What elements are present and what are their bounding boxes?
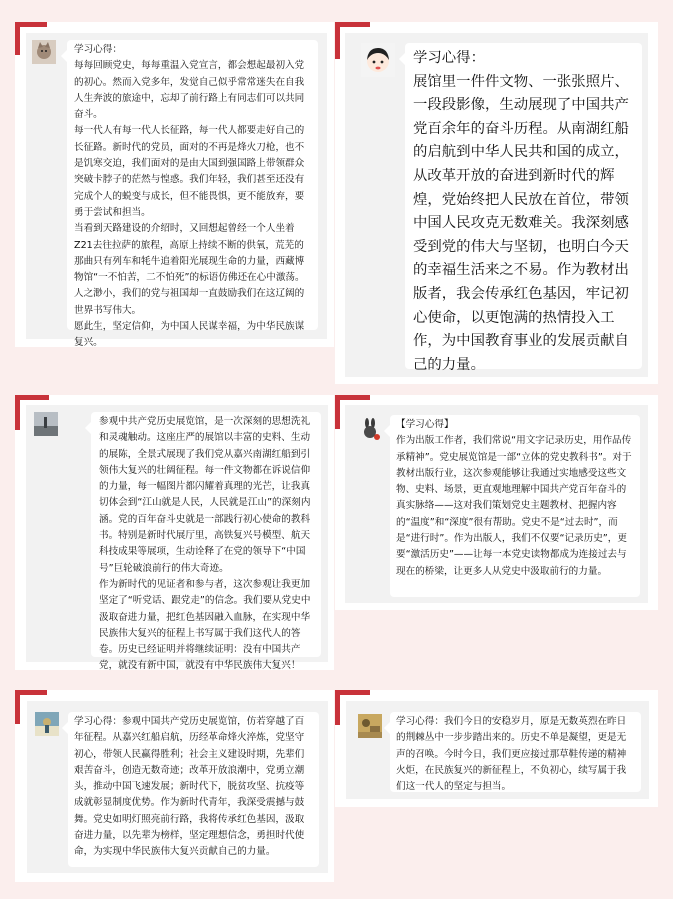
rabbit-avatar-icon	[358, 417, 382, 441]
comment-bubble	[390, 712, 641, 792]
accent-bar	[15, 690, 20, 724]
comment-text: 作为新时代的见证者和参与者，这次参观让我更加坚定了“听党话、跟党走”的信念。我们要从党史中汲取奋进力量，把红色基因融入血脉，在实现中华民族伟大复兴的征程上书写属于我们这代人的答卷。历史已经证明并将继续证明：没有中国共产党，就没有新中国，就没有中华民族伟大复兴！	[99, 578, 311, 672]
comment-panel	[26, 405, 328, 672]
accent-bar	[335, 690, 340, 725]
comment-bubble	[68, 712, 319, 867]
comment-panel	[345, 405, 648, 603]
comment-text: 学习心得：	[413, 50, 485, 66]
accent-bar	[335, 22, 340, 59]
comment-text: 【学习心得】	[396, 419, 454, 430]
accent-bar	[335, 22, 370, 27]
comment-text: 每一代人有每一代人长征路，每一代人都要走好自己的长征路。新时代的党员，面对的不再是烽火刀枪，也不是饥寒交迫，我们面对的是由大国到强国路上带领群众突破卡脖子的茫然与惶惑。我们年轻，我们甚至还没有完成个人的蜕变与成长，但不能畏惧，更不能放弃，要勇于尝试和担当。	[74, 125, 305, 218]
comment-bubble	[405, 43, 642, 373]
comment-card	[15, 395, 334, 670]
comment-bubble	[91, 412, 321, 672]
comment-panel	[26, 33, 327, 349]
comment-text: 当看到天路建设的介绍时，又回想起曾经一个人坐着Z21去往拉萨的旅程，高原上持续不断的供氧，荒芜的那曲只有列车和牦牛追着阳光展现生命的力量，西藏博物馆“一不怕苦，二不怕死”的标语仿佛还在心中激荡。人之渺小，我们的党与祖国却一直鼓励我们在这辽阔的世界书写伟大。	[74, 223, 305, 316]
cartoon-girl-avatar-icon	[361, 43, 395, 77]
comment-text: 学习心得：我们今日的安稳岁月，原是无数英烈在昨日的荆棘丛中一步步踏出来的。历史不单是凝望，更是无声的召唤。今时今日，我们更应接过那草鞋传递的精神火炬，在民族复兴的新征程上，不负初心，续写属于我们这一代人的坚定与担当。	[396, 716, 627, 793]
comment-text: 展馆里一件件文物、一张张照片、一段段影像，生动展现了中国共产党百余年的奋斗历程。从南湖红船的启航到中华人民共和国的成立，从改革开放的奋进到新时代的辉煌，党始终把人民放在首位，带领中国人民攻克无数难关。我深刻感受到党的伟大与坚韧，也明白今天的幸福生活来之不易。作为教材出版者，我会传承红色基因，牢记初心使命，以更饱满的热情投入工作，为中国教育事业的发展贡献自己的力量。	[413, 73, 629, 373]
accent-bar	[335, 690, 370, 695]
comment-card	[335, 395, 658, 610]
comment-text: 参观中共产党历史展览馆，是一次深刻的思想洗礼和灵魂触动。这座庄严的展馆以丰富的史料、生动的展陈，全景式展现了我们党从嘉兴南湖红船到引领伟大复兴的壮阔征程。每一件文物都在诉说信仰的力量，每一幅图片都闪耀着真理的光芒，让我真切体会到“江山就是人民，人民就是江山”的深刻内涵。党的百年奋斗史就是一部践行初心使命的教科书。特别是新时代展厅里，高铁复兴号模型、航天科技成果等展项，生动诠释了在党的领导下“中国号”巨轮破浪前行的伟大奇迹。	[99, 416, 311, 574]
comment-card	[15, 22, 334, 347]
accent-bar	[15, 22, 20, 55]
comment-text: 作为出版工作者，我们常说“用文字记录历史，用作品传承精神”。党史展览馆是一部“立体的党史教科书”。对于教材出版行业，这次参观能够让我通过实地感受这些文物、史料、场景，更直观地理解中国共产党百年奋斗的真实脉络——这对我们策划党史主题教材、把握内容的“温度”和“深度”很有帮助。党史不是“过去时”，而是“进行时”。作为出版人，我们不仅要“记录历史”，更要“激活历史”——让每一本党史读物都成为连接过去与现在的桥梁，让更多人从党史中汲取前行的力量。	[396, 435, 632, 577]
comment-bubble	[390, 415, 640, 597]
accent-bar	[335, 395, 340, 429]
comment-card	[15, 690, 334, 882]
comment-text: 学习心得：参观中国共产党历史展览馆，仿若穿越了百年征程。从嘉兴红船启航，历经革命烽火淬炼，党坚守初心，带领人民赢得胜利；社会主义建设时期，先辈们艰苦奋斗，创造无数奇迹；改革开放浪潮中，党勇立潮头，推动中国飞速发展；新时代下，脱贫攻坚、抗疫等成就彰显制度优势。作为新时代青年，我深受震撼与鼓舞。党史如明灯照亮前行路，我将传承红色基因，汲取奋进力量，以先辈为榜样，坚定理想信念，勇担时代使命，为实现中华民族伟大复兴贡献自己的力量。	[74, 716, 305, 858]
golden-painting-avatar-icon	[358, 714, 382, 738]
landscape-avatar-icon	[34, 412, 58, 436]
painting-avatar-icon	[35, 712, 59, 736]
comment-panel	[346, 701, 649, 799]
comment-bubble	[67, 40, 318, 349]
accent-bar	[15, 395, 20, 430]
comment-card	[335, 22, 658, 384]
comment-panel	[27, 701, 328, 873]
cat-avatar-icon	[32, 40, 56, 64]
comment-text: 每每回顾党史，每每重温入党宣言，都会想起最初入党的初心。然而入党多年，发觉自己似乎常常迷失在自我人生奔波的旅途中，忘却了前行路上有同志们可以共同奋斗。	[74, 60, 305, 121]
comment-text: 学习心得：	[74, 44, 122, 55]
comment-text: 愿此生，坚定信仰，为中国人民谋幸福，为中华民族谋复兴。	[74, 321, 305, 349]
accent-bar	[335, 395, 370, 400]
comment-card	[335, 690, 658, 807]
comment-panel	[345, 33, 648, 377]
accent-bar	[15, 395, 49, 400]
